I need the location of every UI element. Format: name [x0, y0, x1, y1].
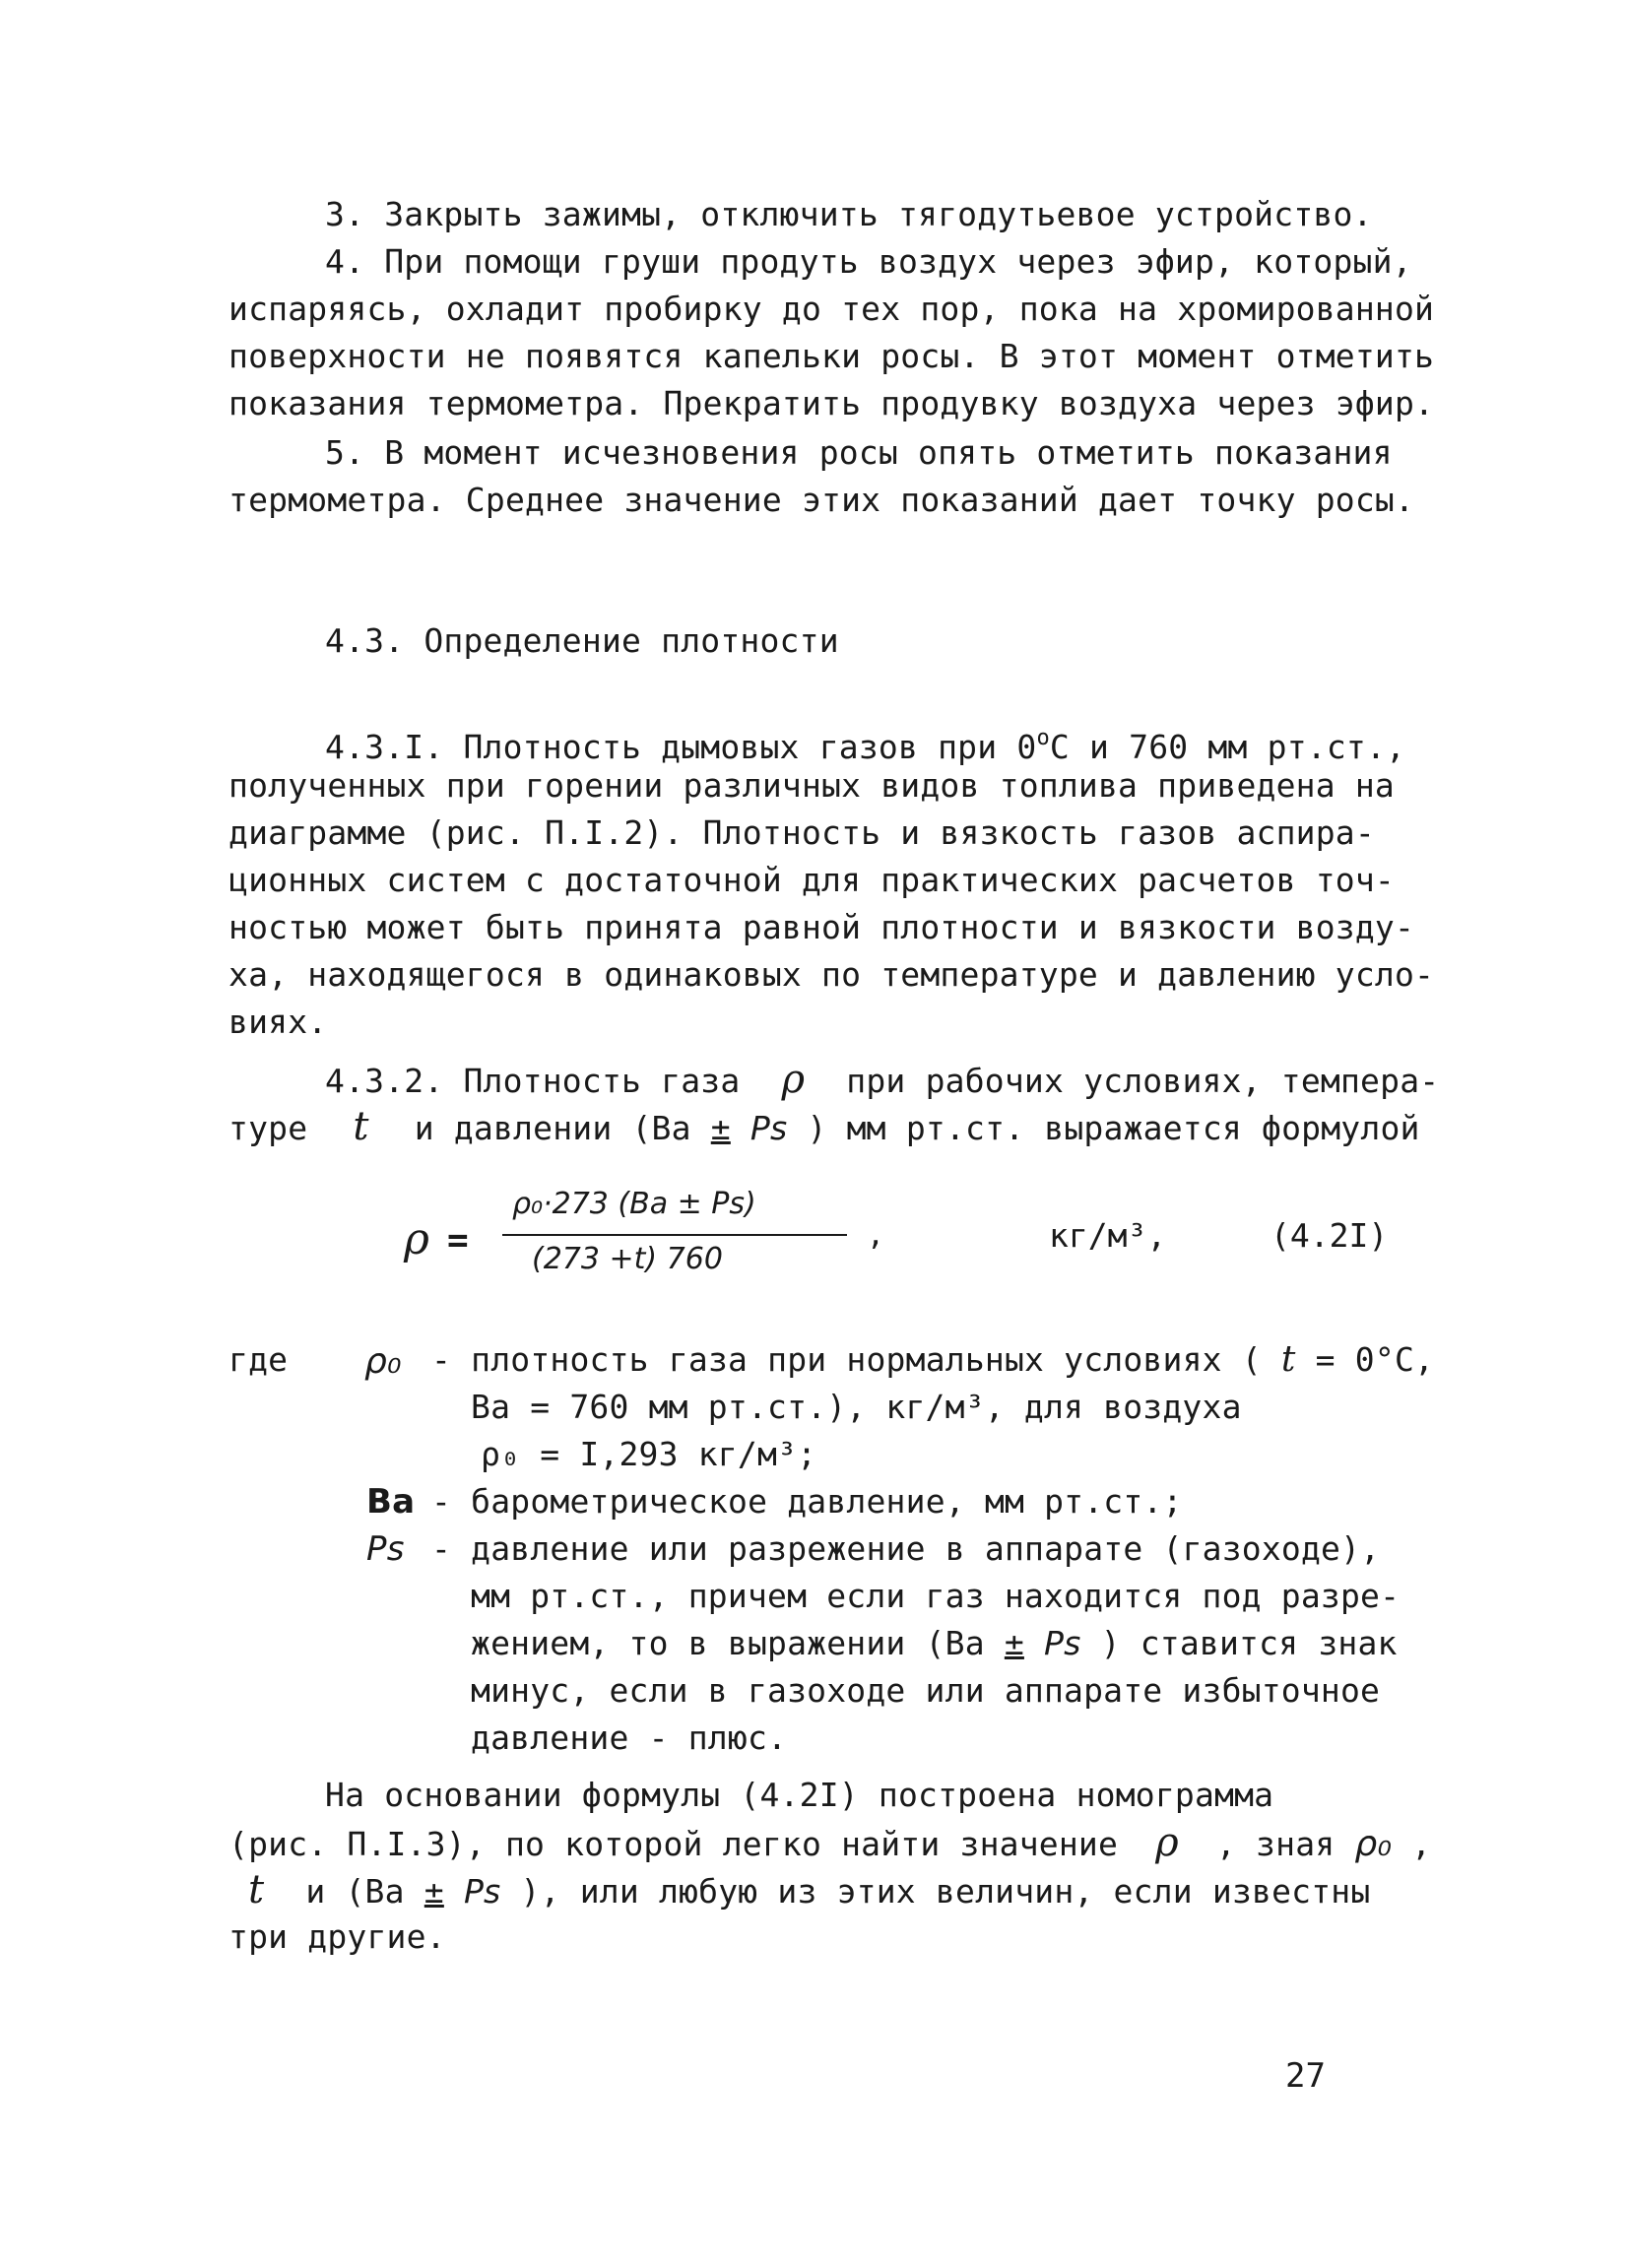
t-symbol-3: t — [248, 1867, 265, 1912]
closing-line-1: На основании формулы (4.2I) построена номограмма — [325, 1776, 1274, 1814]
plus-minus: ± — [710, 1109, 731, 1147]
rho0-symbol-2: ρ₀ — [1354, 1824, 1393, 1864]
t-symbol-2: t — [1280, 1339, 1296, 1380]
text-line-15 — [325, 1057, 1439, 1104]
text-line-12: ностью может быть принята равной плотности и вязкости возду- — [228, 908, 1415, 946]
rho-symbol: ρ — [781, 1057, 806, 1102]
plus-minus-3: ± — [424, 1872, 444, 1911]
closing-line-2-b: , зная — [1215, 1825, 1336, 1863]
ps-symbol-2: Ps — [1044, 1624, 1081, 1662]
rho0-definition-line-1 — [431, 1337, 1434, 1383]
ps-definition-line-1: - давление или разрежение в аппарате (газоходе), — [431, 1529, 1381, 1568]
section-heading: 4.3. Определение плотности — [325, 621, 839, 660]
plus-minus-2: ± — [1004, 1624, 1024, 1662]
formula-numerator: ρ₀·273 (Ba ± Ps) — [512, 1187, 756, 1221]
text-line-8-b: С и 760 мм рт.ст., — [1049, 728, 1406, 766]
ps-definition-symbol: Ps — [366, 1529, 405, 1569]
formula-denominator: (273 +t) 760 — [532, 1242, 723, 1276]
formula-comma: , — [867, 1218, 885, 1253]
ba-definition-symbol: Ва — [366, 1482, 416, 1522]
text-line-15-b: при рабочих условиях, темпера- — [846, 1062, 1440, 1100]
ps-definition-line-5: давление - плюс. — [471, 1718, 788, 1757]
degree-mark: о — [1036, 726, 1050, 750]
rho0-definition-symbol: ρ₀ — [364, 1341, 402, 1382]
rho0-definition-line-2: Ва = 760 мм рт.ст.), кг/м³, для воздуха — [471, 1388, 1242, 1426]
ps-symbol: Ps — [749, 1109, 788, 1147]
closing-line-2: (рис. П.I.3), по которой легко найти значение ρ , зная ρ₀ , — [228, 1820, 1432, 1865]
where-label: где — [228, 1340, 289, 1379]
text-line-10: диаграмме (рис. П.I.2). Плотность и вязкость газов аспира- — [228, 813, 1375, 852]
ba-definition-line-1: - барометрическое давление, мм рт.ст.; — [431, 1482, 1183, 1521]
text-line-13: ха, находящегося в одинаковых по температуре и давлению усло- — [228, 955, 1435, 994]
formula-units: кг/м³, — [1049, 1216, 1167, 1255]
text-line-16 — [228, 1104, 1420, 1151]
rho0-definition-tail: = 0°С, — [1315, 1340, 1435, 1379]
text-line-7: термометра. Среднее значение этих показаний дает точку росы. — [228, 481, 1415, 519]
text-line-1: 3. Закрыть зажимы, отключить тягодутьевое устройство. — [325, 195, 1373, 233]
text-line-16-c: ) мм рт.ст. выражается формулой — [807, 1109, 1420, 1147]
ps-definition-line-2: мм рт.ст., причем если газ находится под разре- — [471, 1577, 1401, 1615]
rho-symbol-2: ρ — [1155, 1820, 1179, 1865]
text-line-8-a: 4.3.I. Плотность дымовых газов при 0 — [325, 728, 1037, 766]
ps-definition-line-3-b: ) ставится знак — [1100, 1624, 1398, 1662]
closing-line-3 — [248, 1867, 1370, 1914]
closing-line-4: три другие. — [228, 1917, 446, 1956]
ps-definition-line-4: минус, если в газоходе или аппарате избыточное — [471, 1671, 1381, 1710]
text-line-16-b: и давлении (Ва — [414, 1109, 691, 1147]
text-line-14: виях. — [228, 1003, 328, 1041]
page-number: 27 — [1285, 2056, 1326, 2096]
ps-symbol-3: Ps — [463, 1872, 501, 1911]
text-line-11: ционных систем с достаточной для практических расчетов точ- — [228, 861, 1395, 899]
formula-4-21 — [404, 1187, 1389, 1305]
t-symbol: t — [353, 1104, 369, 1149]
ps-definition-line-3 — [471, 1621, 1398, 1666]
closing-line-3-b: ), или любую из этих величин, если известны — [520, 1872, 1371, 1911]
text-line-16-a: туре — [228, 1109, 308, 1147]
text-line-5: показания термометра. Прекратить продувку воздуха через эфир. — [228, 384, 1435, 422]
text-line-9: полученных при горении различных видов топлива приведена на — [228, 766, 1395, 805]
closing-line-2-a: (рис. П.I.3), по которой легко найти значение — [228, 1825, 1119, 1863]
text-line-6: 5. В момент исчезновения росы опять отметить показания — [325, 433, 1393, 472]
text-line-8 — [325, 716, 1405, 770]
formula-number: (4.2I) — [1271, 1216, 1389, 1255]
formula-equals: = — [447, 1220, 469, 1261]
rho0-definition-line-3: ρ₀ = I,293 кг/м³; — [481, 1435, 817, 1473]
text-line-4: поверхности не появятся капельки росы. В этот момент отметить — [228, 337, 1435, 375]
formula-lhs: ρ — [404, 1214, 429, 1264]
closing-line-3-a: и (Ва — [305, 1872, 405, 1911]
ps-definition-line-3-a: жением, то в выражении (Ва — [471, 1624, 985, 1662]
text-line-2: 4. При помощи груши продуть воздух через эфир, который, — [325, 242, 1412, 281]
fraction-bar — [502, 1234, 847, 1236]
rho0-definition-text: - плотность газа при нормальных условиях ( — [431, 1340, 1262, 1379]
text-line-15-a: 4.3.2. Плотность газа — [325, 1062, 741, 1100]
text-line-3: испаряясь, охладит пробирку до тех пор, пока на хромированной — [228, 290, 1435, 328]
